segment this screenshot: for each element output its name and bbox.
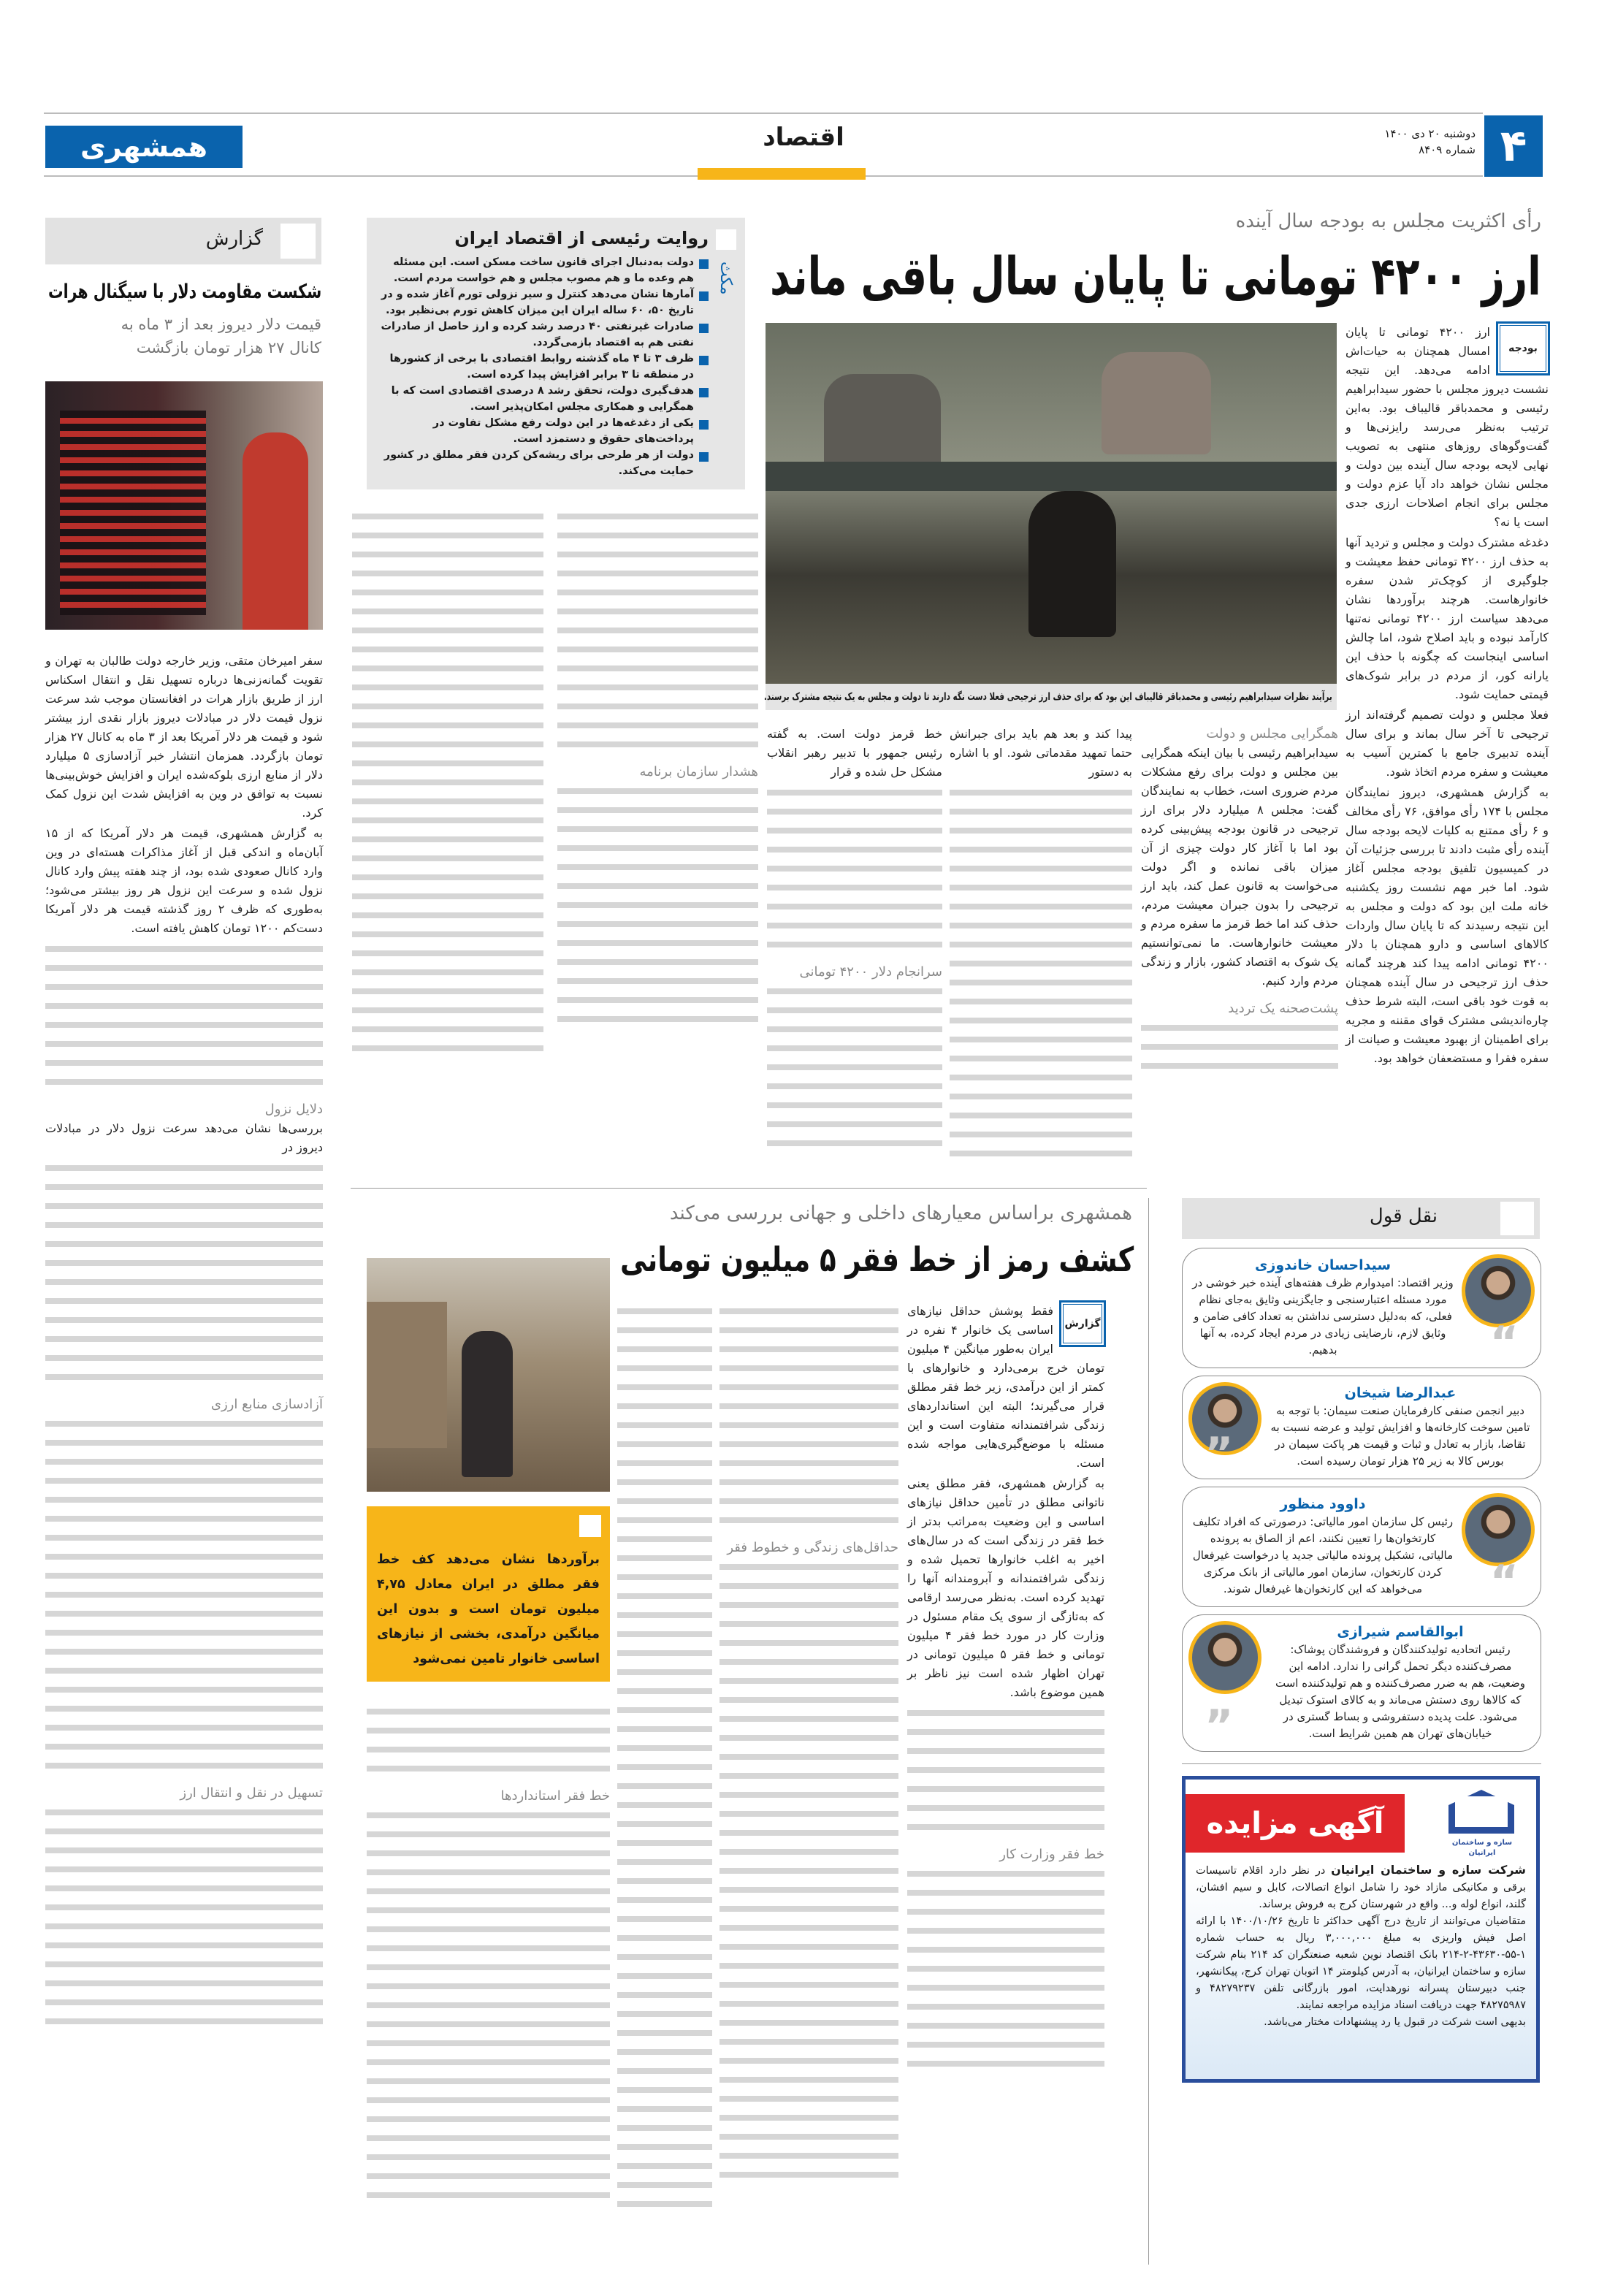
section-divider xyxy=(351,1188,1147,1189)
text-lines xyxy=(367,1806,610,2205)
poverty-kicker: همشهری براساس معیارهای داخلی و جهانی بررسی می‌کند xyxy=(669,1202,1132,1224)
box-side-label: مکث xyxy=(717,262,735,295)
rate-board xyxy=(60,411,206,615)
quote-mark-icon: ” xyxy=(1205,1701,1234,1752)
issue-number: شماره ۸۴۰۹ xyxy=(1419,143,1476,156)
quotes-and-ad xyxy=(1182,1248,1541,2083)
text-lines xyxy=(950,783,1132,1163)
main-column-6 xyxy=(352,507,543,1058)
budget-tag: بودجه xyxy=(1497,323,1549,374)
quote-text: وزیر اقتصاد: امیدوارم ظرف هفته‌های آینده خبر خوشی در مورد مسئله اعتبارسنجی و جایگزینی وثایق به‌جای نظام فعلی، که به‌دلیل دسترسی نداشتن به تعداد کافی ضامن و وثایق لازم، نارضایتی زیادی در مردم ایجاد کرده، به آنها بدهیم. xyxy=(1192,1276,1454,1357)
quote-text: دبیر انجمن صنفی کارفرمایان صنعت سیمان: با توجه به تامین سوخت کارخانه‌ها و افزایش تولید و عرضه نسبت به تقاضا، بازار به تعادل و ثبات و قیمت هر پاکت سیمان در بورس کالا به زیر ۲۵ هزار تومان رسیده است. xyxy=(1270,1404,1530,1468)
text-lines xyxy=(907,1704,1104,1837)
main-paragraph: به گزارش همشهری، دیروز نمایندگان مجلس با ۱۷۴ رأی موافق، ۷۶ رأی مخالف و ۶ رأی ممتنع به کلیات لایحه بودجه سال آینده رأی مثبت دادند تا بررسی جزئیات آن در کمیسیون تلفیق بودجه مجلس آغاز شود. اما خبر مهم نشست روز یکشنبه خانه ملت این بود که دولت و مجلس به این نتیجه رسیدند که تا پایان سال واردات کالاهای اساسی و دارو همچنان با دلار ۴۲۰۰ تومانی ادامه پیدا کند هرچند گمانه حذف ارز ترجیحی در سال آینده همچنان به قوت خود باقی است، البته شرط حذف چاره‌اندیشی مشترک قوای مقننه و مجریه برای اطمینان از بهبود معیشت و صیانت از سفره فقرا و مستضعفان خواهد بود. xyxy=(1345,785,1549,1065)
photo-caption: برآیند نظرات سیدابراهیم رئیسی و محمدباقر قالیباف این بود که برای حذف ارز ترجیحی فعلا دست نگه دارند تا دولت و مجلس به یک نتیجه مشترک برسند. xyxy=(764,691,1332,703)
quotes-label: نقل قول xyxy=(1369,1205,1438,1227)
main-kicker: رأی اکثریت مجلس به بودجه سال آینده xyxy=(1235,210,1541,232)
section-accent-bar xyxy=(698,168,866,180)
box-content xyxy=(377,226,709,479)
main-column-3 xyxy=(950,725,1132,1163)
section-title: اقتصاد xyxy=(763,123,844,152)
box-bullet: دولت به‌دنبال اجرای قانون ساخت مسکن است. این مسئله هم وعده ما و هم مصوب مجلس و هم خواست مردم است. xyxy=(377,254,709,286)
poverty-column-2 xyxy=(719,1302,898,2184)
quote-name: سیداحسان خاندوزی xyxy=(1254,1257,1392,1273)
main-intro-text: ارز ۴۲۰۰ تومانی تا پایان امسال همچنان به حیات‌اش ادامه می‌دهد. این نتیجه نشست دیروز مجلس با حضور سیدابراهیم رئیسی و محمدباقر قالیباف بود. به‌این ترتیب به‌نظر می‌رسد رایزنی‌ها و گفت‌وگوهای روزهای منتهی به تصویب نهایی لایحه بودجه سال آینده بین دولت و مجلس نشان خواهد داد آیا عزم دولت و مجلس برای انجام اصلاحات ارزی جدی است یا نه؟ xyxy=(1345,325,1549,529)
text-lines xyxy=(45,1803,323,2031)
auction-ad xyxy=(1182,1776,1540,2083)
text-lines xyxy=(719,1557,898,2184)
text-lines xyxy=(45,1159,323,1387)
issue-date: دوشنبه ۲۰ دی ۱۴۰۰ xyxy=(1384,127,1476,140)
pull-quote-text: برآوردها نشان می‌دهد کف خط فقر مطلق در ایران معادل ۴,۷۵ میلیون تومان است و بدون این میانگین درآمدی، بخشی از نیازهای اساسی خانوار تامین نمی‌شود xyxy=(377,1552,600,1666)
poverty-column-1 xyxy=(907,1302,1104,2073)
main-paragraph: فعلا مجلس و دولت تصمیم گرفته‌اند ارز ترجیحی تا آخر سال بماند و برای سال آینده تدبیری جامع با کمترین آسیب به معیشت و سفره مردم اتخاذ شود. xyxy=(1345,708,1549,779)
quote-item xyxy=(1182,1614,1541,1752)
subhead: دلایل نزول xyxy=(264,1102,323,1117)
quote-item xyxy=(1182,1248,1541,1368)
text-lines xyxy=(45,939,323,1091)
subhead: خط فقر وزارت کار xyxy=(999,1847,1104,1862)
photo-figure xyxy=(824,374,941,469)
dollar-paragraph: سفر امیرخان متقی، وزیر خارجه دولت طالبان به تهران و تقویت گمانه‌زنی‌ها درباره تسهیل نقل و انتقال اسکناس ارز از طریق بازار هرات در افغانستان موجب شد سرعت نزول قیمت دلار در مبادلات دیروز بازار نقدی ارز بیشتر شود و قیمت هر دلار آمریکا بعد از ۳ ماه به کانال ۲۷ هزار تومان بازگردد. همزمان انتشار خبر آزادسازی ۵ میلیارد دلار از منابع ارزی بلوکه‌شده ایران و افزایش خوش‌بینی‌ها نسبت به توافق در وین به افزایش شدت این نزول کمک کرد. xyxy=(45,654,324,820)
box-bullet: ظرف ۳ تا ۴ ماه گذشته روابط اقتصادی با برخی از کشورها در منطقه تا ۳ برابر افزایش پیدا کرده است. xyxy=(377,351,709,383)
quotes-label-bar xyxy=(1182,1198,1540,1239)
poverty-column-4 xyxy=(367,1702,610,2205)
subhead: همگرایی مجلس و دولت xyxy=(1206,726,1338,741)
text-lines xyxy=(767,982,942,1153)
dollar-headline: شکست مقاومت دلار با سیگنال هرات xyxy=(47,281,321,303)
ad-title: آگهی مزایده xyxy=(1186,1794,1405,1853)
poverty-paragraph: فقط پوشش حداقل نیازهای اساسی یک خانوار ۴ نفره در ایران به‌طور میانگین ۴ میلیون تومان خرج برمی‌دارد و خانوارهای با کمتر از این درآمدی، زیر خط فقر مطلق قرار می‌گیرند؛ البته این استانداردهای زندگی شرافتمندانه متفاوت است و این مسئله با موضع‌گیری‌هایی مواجه شده است. xyxy=(907,1304,1104,1470)
avatar xyxy=(1462,1493,1535,1566)
report-label-icon xyxy=(280,224,316,259)
quote-name: عبدالرضا شیخان xyxy=(1344,1385,1457,1401)
exchange-office-photo xyxy=(45,381,323,630)
main-paragraph: پیدا کند و بعد هم باید برای جبرانش حتما تمهید مقدماتی شود. او با اشاره به دستور xyxy=(950,727,1132,779)
box-bullet: هدف‌گیری دولت، تحقق رشد ۸ درصدی اقتصادی است که با همگرایی و همکاری مجلس امکان‌پذیر است. xyxy=(377,383,709,415)
subhead: هشدار سازمان برنامه xyxy=(639,764,758,779)
dollar-subtitle: قیمت دلار دیروز بعد از ۳ ماه به کانال ۲۷ هزار تومان بازگشت xyxy=(121,316,321,356)
quote-mark-icon: ” xyxy=(1205,1428,1234,1479)
text-lines xyxy=(719,1302,898,1530)
dollar-headline-wrap xyxy=(45,278,321,307)
avatar xyxy=(1462,1254,1535,1327)
company-logo-text: سازه و ساختمان ایرانیان xyxy=(1451,1839,1513,1857)
subhead: خط فقر استانداردها xyxy=(500,1788,610,1804)
subhead: تسهیل در نقل و انتقال ارز xyxy=(180,1785,323,1801)
main-paragraph: دغدغه مشترک دولت و مجلس و تردید آنها به حذف ارز ۴۲۰۰ تومانی حفظ معیشت و جلوگیری از کوچک‌تر شدن سفره خانوارهاست. هرچند برآوردها نشان می‌دهد سیاست ارز ۴۲۰۰ تومانی نه‌تنها کارآمد نبوده و باید اصلاح شود، اما چالش اساسی اینجاست که چگونه با حذف این یارانه کور، از مردم در برابر شوک‌های قیمتی حمایت شود. xyxy=(1345,535,1549,701)
photo-caption-wrap xyxy=(766,684,1337,710)
subhead: پشت‌صحنه یک تردید xyxy=(1228,1001,1338,1016)
box-icon xyxy=(716,229,736,250)
middle-stack xyxy=(352,218,758,1058)
subhead: سرانجام دلار ۴۲۰۰ تومانی xyxy=(799,964,942,980)
quote-icon xyxy=(579,1515,601,1537)
photo-figure xyxy=(462,1331,513,1477)
poverty-column-3 xyxy=(617,1302,712,2213)
poverty-headline: کشف رمز از خط فقر ۵ میلیون تومانی xyxy=(619,1240,1134,1279)
issue-info xyxy=(1366,126,1476,158)
dollar-paragraph: به گزارش همشهری، قیمت هر دلار آمریکا که از ۱۵ آبان‌ماه و اندکی قبل از آغاز مذاکرات هسته‌ای در وین وارد کانال صعودی شده بود، از چند هفته پیش وارد کانال نزول شده و سرعت این نزول هر روز بیشتر می‌شود؛ به‌طوری که ظرف ۲ روز گذشته قیمت هر دلار آمریکا دست‌کم ۱۲۰۰ تومان کاهش یافته است. xyxy=(45,826,323,935)
quotes-divider xyxy=(1182,1763,1541,1764)
page-number: ۴ xyxy=(1484,115,1543,177)
text-lines xyxy=(367,1702,610,1778)
box-bullet: آمارها نشان می‌دهد کنترل و سیر نزولی تورم آغاز شده و در تاریخ ۵۰، ۶۰ ساله ایران این میزان کاهش تورم بی‌نظیر بود. xyxy=(377,286,709,319)
middle-columns xyxy=(352,507,758,1058)
text-lines xyxy=(907,1864,1104,2073)
main-headline: ارز ۴۲۰۰ تومانی تا پایان سال باقی ماند xyxy=(770,245,1541,307)
main-column-4 xyxy=(767,725,942,1153)
company-logo-icon xyxy=(1448,1790,1514,1834)
quotes-label-icon xyxy=(1500,1202,1534,1235)
poverty-photo xyxy=(367,1258,610,1492)
text-lines xyxy=(557,782,758,1029)
highlight-box xyxy=(367,218,745,489)
photo-figure xyxy=(1102,352,1211,454)
report-tag: گزارش xyxy=(1061,1302,1104,1346)
main-kicker-wrap xyxy=(804,210,1541,237)
text-lines xyxy=(767,783,942,954)
ad-body xyxy=(1196,1861,1526,2031)
photo-desk xyxy=(766,462,1337,491)
box-bullet: صادرات غیرنفتی ۴۰ درصد رشد کرده و ارز حاصل از صادرات نفتی هم به اقتصاد بازمی‌گردد. xyxy=(377,319,709,351)
photo-figure xyxy=(1028,491,1116,637)
poverty-kicker-wrap xyxy=(621,1202,1132,1230)
header-top-rule xyxy=(44,112,1483,114)
report-label-bar xyxy=(45,218,321,264)
report-label: گزارش xyxy=(205,228,263,250)
main-paragraph: سیدابراهیم رئیسی با بیان اینکه همگرایی بین مجلس و دولت برای رفع مشکلات مردم ضروری است، خطاب به نمایندگان گفت: مجلس ۸ میلیارد دلار برای ارز ترجیحی در قانون بودجه پیش‌بینی کرده بود اما با آغاز کار دولت چیزی از آن میزان باقی نمانده و اگر دولت می‌خواست به قانون عمل کند، باید ارز ترجیحی را بدون جبران معیشت مردم، حذف کند اما خط قرمز ما سفره مردم و معیشت خانوارهاست. ما نمی‌توانستیم یک شوک به اقتصاد کشور، بازار و زندگی مردم وارد کنیم. xyxy=(1141,746,1338,988)
subhead: حداقل‌های زندگی و خطوط فقر xyxy=(727,1540,898,1555)
quote-item xyxy=(1182,1376,1541,1479)
text-lines xyxy=(45,1414,323,1775)
text-lines xyxy=(557,507,758,754)
newspaper-logo: همشهری xyxy=(45,126,243,168)
dollar-paragraph: بررسی‌ها نشان می‌دهد سرعت نزول دلار در مبادلات دیروز در xyxy=(45,1121,323,1154)
text-lines xyxy=(352,507,543,1058)
ad-text: بدیهی است شرکت در قبول یا رد پیشنهادات مختار می‌باشد. xyxy=(1264,2016,1526,2028)
main-paragraph: خط قرمز دولت است. به گفته رئیس جمهور با تدبیر رهبر انقلاب مشکل حل شده و قرار xyxy=(767,727,942,779)
dollar-body xyxy=(45,652,323,2031)
column-divider xyxy=(1148,1198,1149,2265)
quote-mark-icon: “ xyxy=(1489,1317,1519,1368)
box-bullets xyxy=(377,254,709,479)
quote-name: ابوالقاسم شیرازی xyxy=(1337,1624,1464,1640)
box-bullet: یکی از دغدغه‌ها در این دولت رفع مشکل تفاوت در پرداخت‌های حقوق و دستمزد است. xyxy=(377,415,709,447)
quote-mark-icon: “ xyxy=(1489,1556,1519,1607)
ad-text: متقاضیان می‌توانند از تاریخ درج آگهی حداکثر تا تاریخ ۱۴۰۰/۱۰/۲۶ با ارائه اصل فیش واریزی به مبلغ ۳,۰۰۰,۰۰۰ ریال به حساب شماره ۱-۵۵-۴۳۶۳۰-۲-۲۱۴ بانک اقتصاد نوین شعبه صنعتگران کد ۲۱۴ بنام شرکت سازه و ساختمان ایرانیان، به آدرس کیلومتر ۱۴ اتوبان تهران کرج، پیکانشهر، جنب دبیرستان پسرانه نورهدایت، امور بازرگانی تلفن ۴۸۲۷۹۲۳۷ و ۴۸۲۷۵۹۸۷ جهت دریافت اسناد مزایده مراجعه نمایند. xyxy=(1196,1915,1527,2011)
box-bullet: دولت از هر طرحی برای ریشه‌کن کردن فقر مطلق در کشور حمایت می‌کند. xyxy=(377,447,709,479)
parliament-photo xyxy=(766,323,1337,684)
poverty-pull-quote xyxy=(367,1506,610,1682)
main-headline-wrap xyxy=(767,241,1541,314)
quote-text: رئیس اتحادیه تولیدکنندگان و فروشندگان پوشاک: مصرف‌کننده دیگر تحمل گرانی را ندارد. ادامه این وضعیت، هم به ضرر مصرف‌کننده و هم تولیدکننده است که کالاها روی دستش می‌ماند و به کالای استوک تبدیل می‌شود. علت پدیده دستفروشی و بساط گستری در خیابان‌های تهران هم همین شرایط است. xyxy=(1275,1643,1526,1740)
main-intro-column xyxy=(1345,323,1549,1069)
avatar xyxy=(1188,1621,1261,1694)
text-lines xyxy=(617,1302,712,2213)
poverty-headline-wrap xyxy=(617,1236,1134,1283)
ad-company: شرکت سازه و ساختمان ایرانیان xyxy=(1331,1863,1527,1877)
photo-figure xyxy=(243,432,308,630)
subhead: آزادسازی منابع ارزی xyxy=(210,1397,323,1412)
quote-name: داوود منظور xyxy=(1280,1496,1366,1512)
quote-text: رئیس کل سازمان امور مالیاتی: درصورتی که افراد تکلیف کارتخوان‌ها را تعیین نکنند، اعم از الصاق به پرونده مالیاتی، تشکیل پرونده مالیاتی جدید یا درخواست غیرفعال کردن کارتخوان، سازمان امور مالیاتی از بانک مرکزی می‌خواهد که این کارتخوان‌ها غیرفعال شوند. xyxy=(1192,1515,1454,1595)
ad-text: در نظر دارد اقلام تاسیسات برقی و مکانیکی مازاد خود را شامل انواع اتصالات، کابل و سیم افشان، گلند، انواع لوله و... واقع در شهرستان کرج به فروش برساند. xyxy=(1196,1865,1526,1910)
main-column-5 xyxy=(557,507,758,1058)
text-lines xyxy=(1141,1018,1338,1075)
poverty-paragraph: به گزارش همشهری، فقر مطلق یعنی ناتوانی مطلق در تأمین حداقل نیازهای اساسی و این وضعیت به‌مراتب بدتر از خط فقر در زندگی است که در سال‌های اخیر به اغلب خانوارها تحمیل شده و زندگی شرافتمندانه و آبرومندانه آنها را تهدید کرده است. به‌نظر می‌رسد ارقامی که به‌تازگی از سوی یک مقام مسئول در وزارت کار در مورد خط فقر ۴ میلیون تومانی و خط فقر ۵ میلیون تومانی در تهران اظهار شده است نیز ناظر بر همین موضوع باشد. xyxy=(907,1476,1105,1699)
main-column-2 xyxy=(1141,725,1338,1075)
photo-wall xyxy=(367,1302,447,1448)
quote-item xyxy=(1182,1487,1541,1607)
box-title: روایت رئیسی از اقتصاد ایران xyxy=(454,228,709,248)
